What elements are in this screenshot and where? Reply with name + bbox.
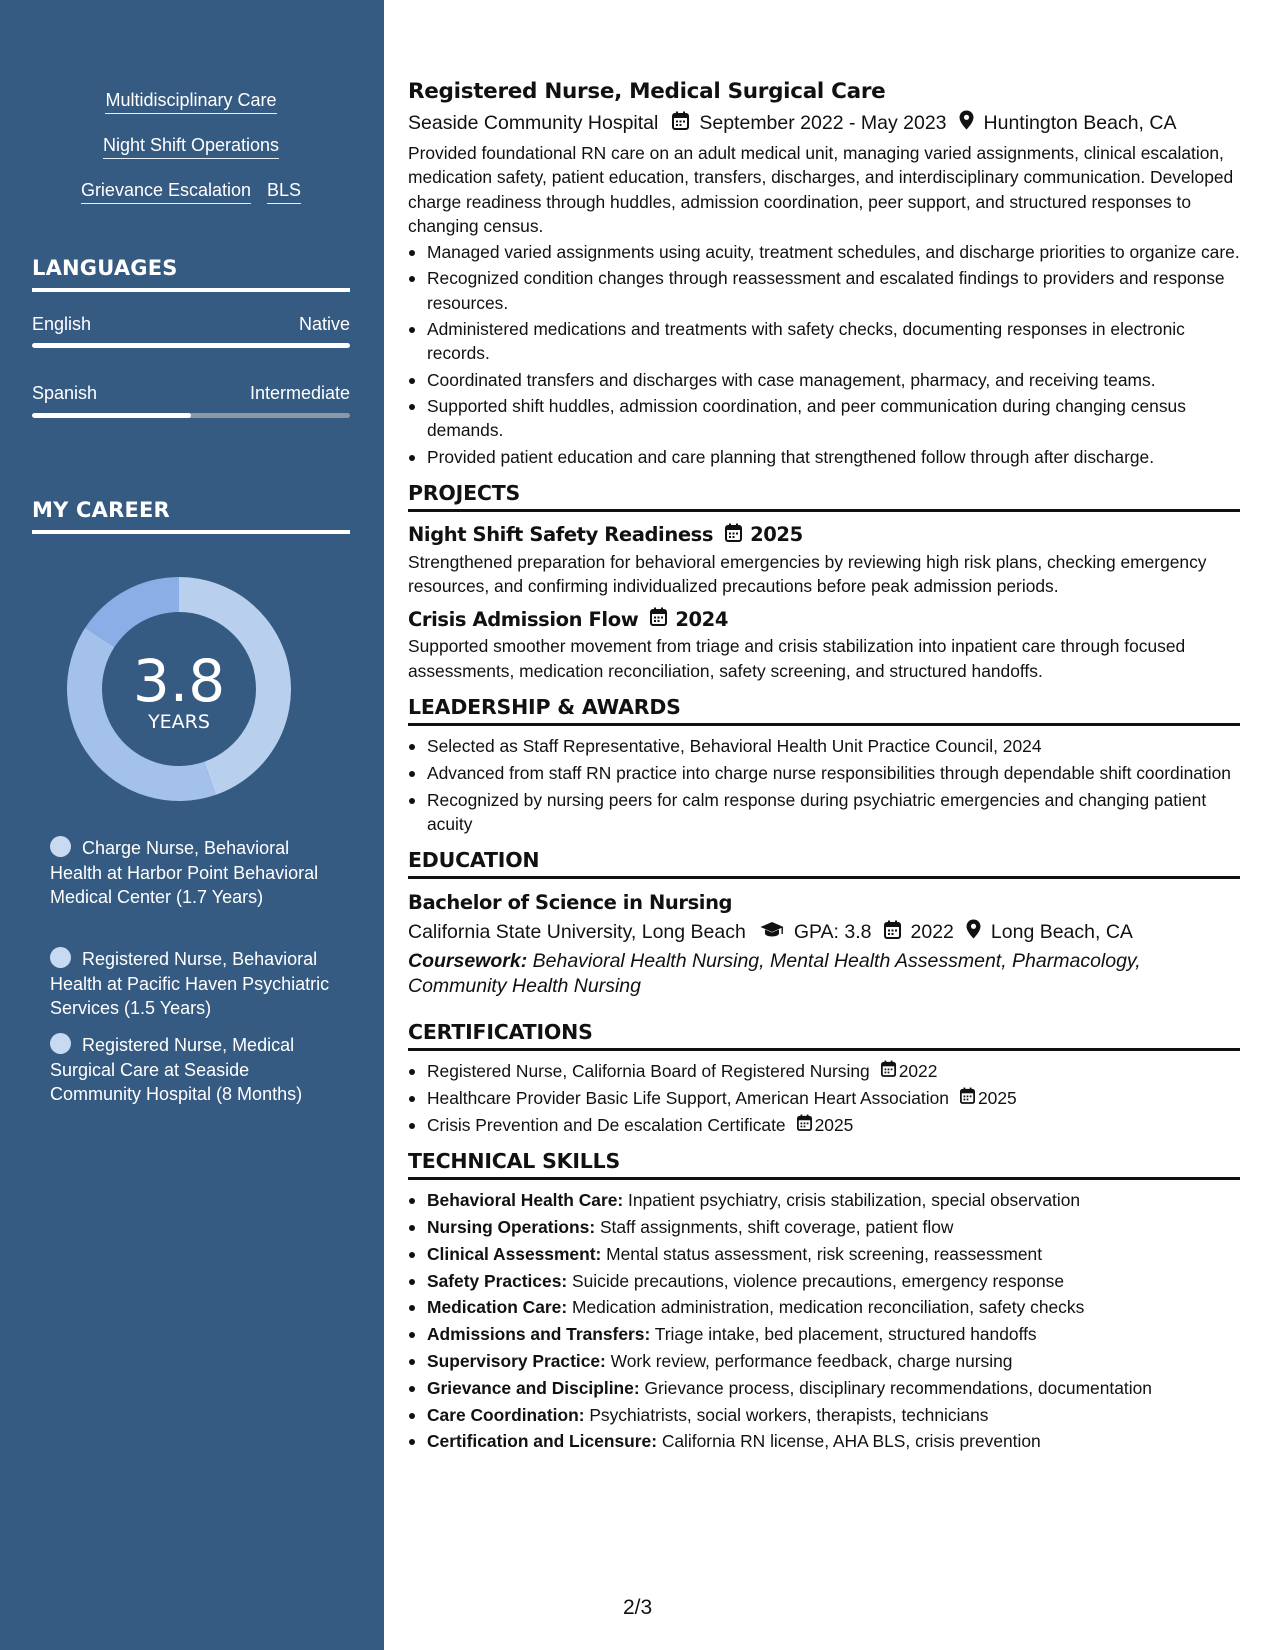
job-title: Registered Nurse, Medical Surgical Care	[408, 79, 886, 104]
calendar-icon	[725, 523, 742, 547]
language-level: Native	[298, 314, 350, 334]
job-employer: Seaside Community Hospital	[408, 111, 659, 134]
technical-skills-list	[408, 1188, 1240, 1453]
calendar-icon	[884, 920, 901, 945]
calendar-icon	[960, 1086, 975, 1110]
career-dot	[50, 836, 71, 857]
language-name: Spanish	[32, 383, 98, 403]
skill-category: Nursing Operations:	[427, 1216, 596, 1237]
certification-name: Crisis Prevention and De escalation Certificate	[427, 1114, 786, 1135]
skill-tag: Grievance Escalation	[81, 178, 251, 204]
skill-values: Grievance process, disciplinary recommendations, documentation	[639, 1377, 1152, 1398]
skill-category: Medication Care:	[427, 1297, 568, 1318]
education-location: Long Beach, CA	[990, 920, 1133, 943]
career-heading: MY CAREER	[32, 498, 350, 534]
skill-values: Psychiatrists, social workers, therapists, technicians	[584, 1404, 989, 1425]
education-year: 2022	[910, 920, 954, 943]
education-degree: Bachelor of Science in Nursing	[408, 890, 733, 914]
location-pin-icon	[959, 110, 974, 136]
skill-values: Inpatient psychiatry, crisis stabilization, special observation	[623, 1190, 1081, 1211]
language-row	[32, 383, 350, 404]
skill-values: Staff assignments, shift coverage, patient flow	[595, 1216, 954, 1237]
list-item: Coordinated transfers and discharges with case management, pharmacy, and receiving teams.	[408, 368, 1240, 392]
list-item	[408, 1295, 1240, 1319]
job-summary: Provided foundational RN care on an adult medical unit, managing varied assignments, clinical escalation, medication safety, patient education, transfers, discharges, and interdisciplinary communication. Developed charge readiness through huddles, admission coordination, peer support, and structured responses to changing census.	[408, 143, 1234, 236]
coursework-label: Coursework:	[408, 950, 528, 973]
list-item: Administered medications and treatments with safety checks, documenting responses in electronic records.	[408, 317, 1240, 366]
project-year: 2025	[750, 523, 803, 547]
project-description: Supported smoother movement from triage and crisis stabilization into inpatient care through focused assessments, medication reconciliation, safety screening, and structured handoffs.	[408, 636, 1186, 681]
list-item	[408, 1269, 1240, 1293]
list-item: Provided patient education and care planning that strengthened follow through after discharge.	[408, 445, 1240, 469]
list-item	[408, 1059, 1240, 1083]
page-number: 2/3	[623, 1596, 653, 1619]
skill-category: Behavioral Health Care:	[427, 1190, 624, 1211]
project-title: Crisis Admission Flow	[408, 607, 639, 631]
list-item	[408, 1215, 1240, 1239]
language-bar-fill	[32, 413, 191, 418]
education-heading: EDUCATION	[408, 848, 1240, 879]
language-bar	[32, 343, 350, 348]
certification-name: Healthcare Provider Basic Life Support, American Heart Association	[427, 1088, 949, 1109]
list-item	[408, 1086, 1240, 1110]
certification-line	[427, 1059, 1240, 1083]
skill-category: Care Coordination:	[427, 1404, 585, 1425]
education-school: California State University, Long Beach	[408, 920, 746, 943]
career-dot	[50, 1033, 71, 1054]
skill-values: Mental status assessment, risk screening, reassessment	[601, 1243, 1043, 1264]
skill-values: Triage intake, bed placement, structured handoffs	[650, 1324, 1037, 1345]
list-item	[408, 1376, 1240, 1400]
leadership-list	[408, 734, 1240, 836]
coursework-list: Behavioral Health Nursing, Mental Health Assessment, Pharmacology, Community Health Nursing	[408, 950, 1141, 997]
languages-heading: LANGUAGES	[32, 256, 350, 292]
skill-category: Safety Practices:	[427, 1270, 568, 1291]
skills-row	[32, 133, 350, 159]
calendar-icon	[672, 111, 689, 136]
job-bullets	[408, 240, 1240, 469]
career-total-value: 3.8	[132, 647, 226, 715]
list-item: Managed varied assignments using acuity, treatment schedules, and discharge priorities to organize care.	[408, 240, 1240, 264]
location-pin-icon	[966, 919, 981, 945]
certification-line	[427, 1113, 1240, 1137]
list-item	[408, 1403, 1240, 1427]
certification-year: 2022	[898, 1061, 938, 1082]
certifications-list	[408, 1059, 1240, 1137]
certification-line	[427, 1086, 1240, 1110]
skill-tag: BLS	[267, 178, 301, 204]
project-title-row	[408, 604, 1240, 634]
skill-category: Clinical Assessment:	[427, 1243, 602, 1264]
list-item	[408, 1429, 1240, 1453]
skill-category: Certification and Licensure:	[427, 1431, 657, 1452]
career-item	[50, 1033, 340, 1107]
sidebar	[0, 0, 384, 1650]
main-content	[408, 76, 1240, 1456]
projects-heading: PROJECTS	[408, 481, 1240, 512]
certifications-heading: CERTIFICATIONS	[408, 1020, 1240, 1051]
skill-category: Admissions and Transfers:	[427, 1324, 651, 1345]
list-item: Selected as Staff Representative, Behavioral Health Unit Practice Council, 2024	[408, 734, 1240, 758]
list-item: Advanced from staff RN practice into charge nurse responsibilities through dependable shift coordination	[408, 761, 1240, 785]
list-item: Supported shift huddles, admission coordination, and peer communication during changing census demands.	[408, 394, 1240, 443]
job-location: Huntington Beach, CA	[983, 111, 1177, 134]
certification-year: 2025	[814, 1114, 854, 1135]
skill-category: Grievance and Discipline:	[427, 1377, 640, 1398]
education-gpa: GPA: 3.8	[793, 920, 872, 943]
skill-values: Suicide precautions, violence precautions, emergency response	[567, 1270, 1065, 1291]
career-dot	[50, 947, 71, 968]
skills-row	[32, 178, 350, 204]
job-dates: September 2022 - May 2023	[699, 111, 947, 134]
list-item	[408, 1188, 1240, 1212]
education-meta	[408, 917, 1240, 947]
skill-values: Work review, performance feedback, charge nursing	[605, 1350, 1013, 1371]
list-item	[408, 1322, 1240, 1346]
language-bar-fill	[32, 343, 350, 348]
career-item	[50, 836, 340, 910]
leadership-heading: LEADERSHIP & AWARDS	[408, 695, 1240, 726]
skills-row	[32, 88, 350, 114]
graduation-cap-icon	[760, 921, 784, 944]
skill-category: Supervisory Practice:	[427, 1350, 606, 1371]
calendar-icon	[797, 1113, 812, 1137]
career-item-text: Registered Nurse, Behavioral Health at Pacific Haven Psychiatric Services (1.5 Years)	[50, 949, 330, 1018]
list-item	[408, 1349, 1240, 1373]
certification-name: Registered Nurse, California Board of Registered Nursing	[427, 1061, 870, 1082]
donut-segment	[85, 577, 179, 647]
career-total-unit: YEARS	[148, 711, 210, 733]
list-item: Recognized condition changes through reassessment and escalated findings to providers and response resources.	[408, 266, 1240, 315]
skill-values: California RN license, AHA BLS, crisis prevention	[657, 1431, 1041, 1452]
project-title: Night Shift Safety Readiness	[408, 523, 714, 547]
skill-tag: Night Shift Operations	[103, 133, 279, 159]
language-row	[32, 314, 350, 335]
education-coursework	[408, 949, 1240, 998]
job-meta	[408, 108, 1240, 138]
certification-year: 2025	[977, 1088, 1017, 1109]
project-description: Strengthened preparation for behavioral emergencies by reviewing high risk plans, checking emergency resources, and confirming individualized precautions before peak admission periods.	[408, 551, 1207, 597]
language-bar	[32, 413, 350, 418]
skill-tag: Multidisciplinary Care	[105, 88, 276, 114]
career-item-text: Registered Nurse, Medical Surgical Care at Seaside Community Hospital (8 Months)	[50, 1035, 303, 1104]
skill-values: Medication administration, medication reconciliation, safety checks	[567, 1297, 1085, 1318]
project-year: 2024	[675, 607, 729, 631]
career-item-text: Charge Nurse, Behavioral Health at Harbor Point Behavioral Medical Center (1.7 Years)	[50, 838, 319, 907]
project-title-row	[408, 520, 1240, 550]
calendar-icon	[650, 607, 667, 631]
career-item	[50, 947, 340, 1021]
list-item	[408, 1113, 1240, 1137]
list-item	[408, 1242, 1240, 1266]
list-item: Recognized by nursing peers for calm response during psychiatric emergencies and changing patient acuity	[408, 788, 1240, 837]
language-level: Intermediate	[249, 383, 350, 403]
calendar-icon	[881, 1059, 896, 1083]
career-donut-chart	[66, 576, 292, 802]
technical-skills-heading: TECHNICAL SKILLS	[408, 1149, 1240, 1180]
language-name: English	[32, 314, 92, 334]
